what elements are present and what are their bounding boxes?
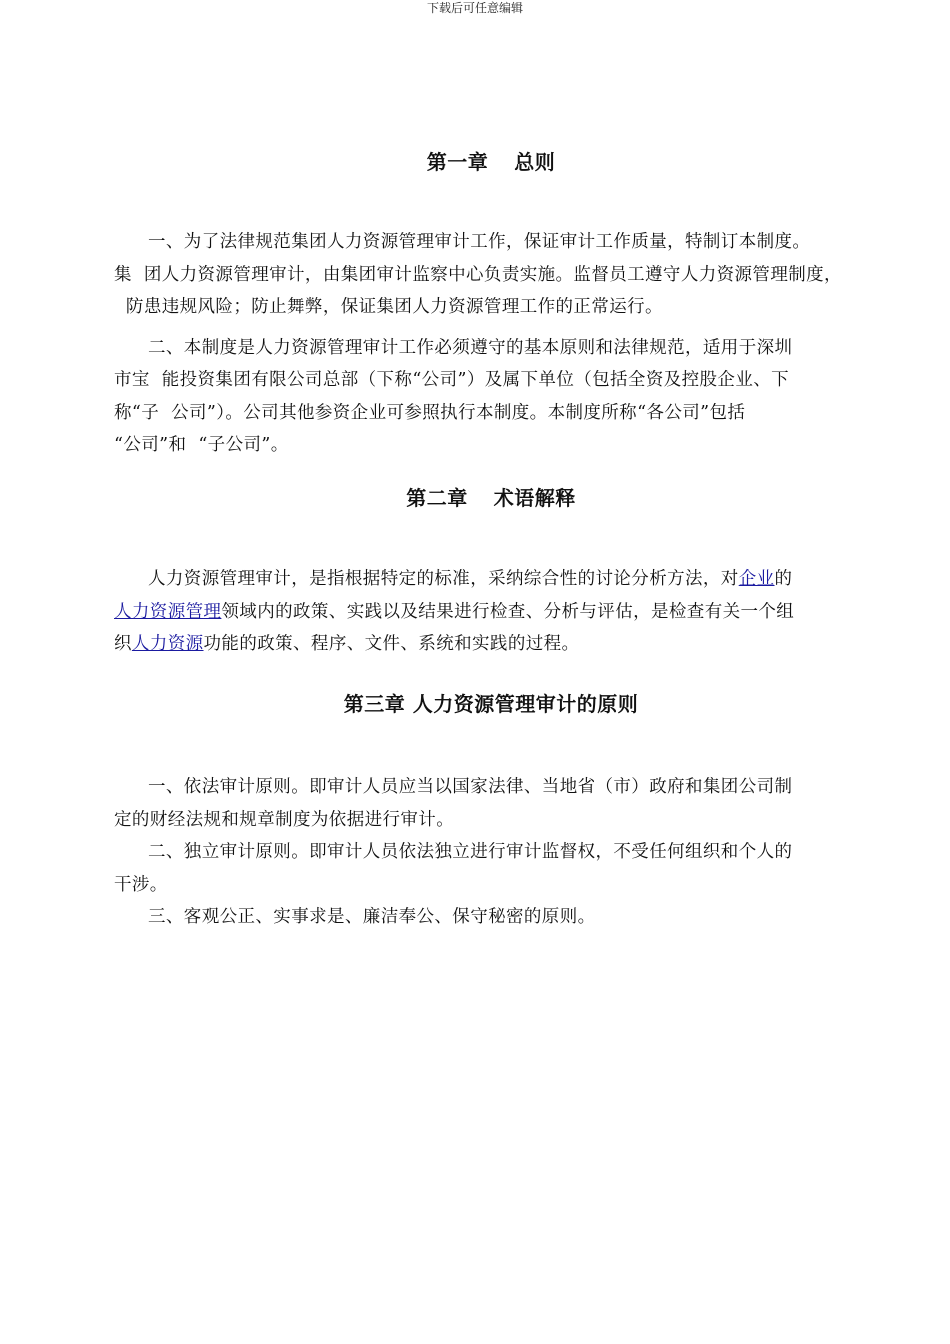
text-line — [114, 563, 874, 596]
text-line: 一、为了法律规范集团人力资源管理审计工作，保证审计工作质量，特制订本制度。 — [148, 232, 811, 252]
text-span: 的 — [774, 569, 793, 589]
paragraph-3-2 — [114, 836, 874, 901]
text-span: 领域内的政策、实践以及结果进行检查、分析与评估，是检查有关一个组 — [221, 601, 795, 622]
link-enterprise[interactable]: 企业 — [738, 569, 775, 589]
link-human-resources[interactable]: 人力资源 — [131, 634, 204, 654]
chapter-2-name: 术语解释 — [493, 486, 576, 510]
text-line: 一、依法审计原则。即审计人员应当以国家法律、当地省（市）政府和集团公司制 — [148, 777, 793, 797]
chapter-2-title — [0, 486, 950, 510]
text-span: 人力资源管理审计，是指根据特定的标准，采纳综合性的讨论分析方法，对 — [148, 569, 739, 589]
paragraph-2-1 — [114, 563, 874, 661]
paragraph-3-1 — [114, 771, 874, 836]
chapter-3-title: 第三章 人力资源管理审计的原则 — [343, 692, 639, 716]
text-line — [114, 596, 874, 629]
text-line: 定的财经法规和规章制度为依据进行审计。 — [114, 809, 455, 830]
paragraph-3-3 — [114, 901, 874, 934]
chapter-2-number: 第二章 — [406, 486, 468, 510]
text-line: 市宝 能投资集团有限公司总部（下称“公司”）及属下单位（包括全资及控股企业、下 — [114, 370, 790, 390]
link-hr-management[interactable]: 人力资源管理 — [114, 601, 222, 622]
text-line: 二、独立审计原则。即审计人员依法独立进行审计监督权，不受任何组织和个人的 — [148, 842, 793, 862]
text-span: 织 — [114, 634, 132, 654]
chapter-1-name: 总则 — [514, 150, 556, 174]
text-line — [114, 628, 874, 661]
text-line: 干涉。 — [114, 874, 168, 895]
chapter-1-body — [114, 226, 874, 462]
page-header: 下载后可任意编辑 — [426, 1, 523, 15]
chapter-3-body — [114, 771, 874, 934]
text-span: 功能的政策、程序、文件、系统和实践的过程。 — [203, 634, 580, 654]
text-line: “公司”和 “子公司”。 — [114, 435, 289, 455]
text-line: 集 团人力资源管理审计，由集团审计监察中心负责实施。监督员工遵守人力资源管理制度， — [114, 264, 842, 285]
chapter-1-number: 第一章 — [426, 150, 489, 174]
chapter-2-body — [114, 563, 874, 661]
chapter-1-title — [0, 150, 950, 174]
text-line: 二、本制度是人力资源管理审计工作必须遵守的基本原则和法律规范，适用于深圳 — [148, 337, 793, 358]
text-line: 防患违规风险；防止舞弊，保证集团人力资源管理工作的正常运行。 — [114, 297, 663, 317]
text-line: 三、客观公正、实事求是、廉洁奉公、保守秘密的原则。 — [148, 907, 596, 927]
paragraph-1-1 — [114, 226, 874, 324]
text-line: 称“子 公司”）。公司其他参资企业可参照执行本制度。本制度所称“各公司”包括 — [114, 402, 746, 423]
paragraph-1-2 — [114, 332, 874, 462]
